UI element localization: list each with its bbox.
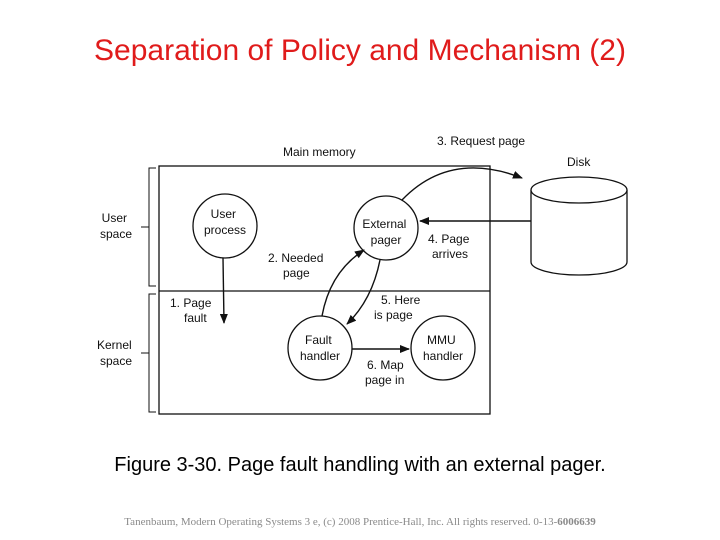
disk-cylinder — [531, 177, 627, 275]
user-process-node — [193, 194, 257, 258]
user-space-label: User space — [99, 211, 133, 241]
step1-label: 1. Page fault — [170, 296, 212, 325]
step5-label: 5. Here is page — [374, 293, 421, 322]
svg-text:MMU handler: MMU handler — [422, 333, 464, 363]
kernel-space-label: Kernel space — [96, 338, 133, 368]
fault-handler-node — [288, 316, 352, 380]
mmu-handler-node — [411, 316, 475, 380]
arrow-page-fault — [223, 258, 224, 323]
step3-label: 3. Request page — [437, 134, 526, 148]
step6-label: 6. Map page in — [365, 358, 405, 387]
step2-label: 2. Needed page — [268, 251, 324, 280]
main-memory-label: Main memory — [283, 145, 356, 159]
footer-isbn: 6006639 — [557, 516, 596, 528]
user-space-brace — [149, 168, 156, 286]
kernel-space-brace — [149, 294, 156, 412]
disk-label: Disk — [567, 155, 591, 169]
figure-caption: Figure 3-30. Page fault handling with an external pager. — [114, 454, 606, 476]
copyright-footer — [0, 516, 720, 528]
slide-title: Separation of Policy and Mechanism (2) — [94, 34, 626, 67]
arrow-needed-page — [322, 250, 364, 316]
footer-text: Tanenbaum, Modern Operating Systems 3 e, (c) 2008 Prentice-Hall, Inc. All rights reserved. 0-13- — [124, 516, 558, 528]
arrow-request-page — [402, 168, 522, 200]
svg-text:User process: User process — [203, 207, 247, 237]
step4-label: 4. Page arrives — [428, 232, 470, 261]
svg-text:External pager: External pager — [362, 217, 407, 247]
svg-text:Fault handler: Fault handler — [299, 333, 341, 363]
